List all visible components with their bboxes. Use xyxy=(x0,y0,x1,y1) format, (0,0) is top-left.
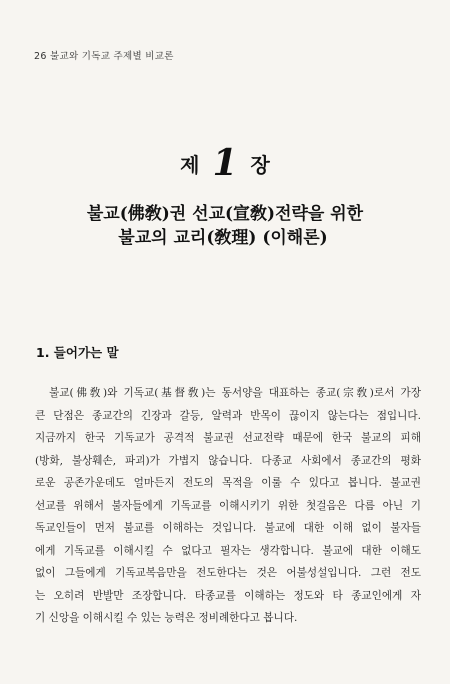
body-line: 큰 단점은 종교간의 긴장과 갈등, 알력과 반목이 끊이지 않는다는 점입니다. xyxy=(35,409,421,422)
body-line: 로운 공존가운데도 얼마든지 전도의 목적을 이룰 수 있다고 봅니다. 불교권 xyxy=(35,477,421,489)
body-line: (방화, 불상훼손, 파괴)가 가볍지 않습니다. 다종교 사회에서 종교간의 평화 xyxy=(35,454,421,467)
body-line: 없이 그들에게 기독교복음만을 전도한다는 것은 어불성설입니다. 그런 전도 xyxy=(35,567,421,579)
body-line: 선교를 위해서 불자들에게 기독교를 이해시키기 위한 첫걸음은 다름 아닌 기 xyxy=(35,499,421,512)
running-header: 26 불교와 기독교 주제별 비교론 xyxy=(34,51,174,62)
chapter-number: 1 xyxy=(212,142,238,184)
body-line: 기 신앙을 이해시킬 수 있는 능력은 정비례한다고 봅니다. xyxy=(35,612,298,624)
body-line: 지금까지 한국 기독교가 공격적 불교권 선교전략 때문에 한국 불교의 피해 xyxy=(35,432,421,444)
section-heading: 1. 들어가는 말 xyxy=(36,345,119,360)
chapter-title-line-2: 불교의 교리(敎理) (이해론) xyxy=(118,228,328,248)
chapter-suffix: 장 xyxy=(250,153,270,177)
chapter-title xyxy=(0,202,450,250)
chapter-title-line-1: 불교(佛敎)권 선교(宣敎)전략을 위한 xyxy=(86,204,364,224)
body-line: 에게 기독교를 이해시킬 수 없다고 필자는 생각합니다. 불교에 대한 이해도 xyxy=(35,544,421,557)
body-line: 독교인들이 먼저 불교를 이해하는 것입니다. 불교에 대한 이해 없이 불자들 xyxy=(35,522,421,534)
chapter-prefix: 제 xyxy=(180,153,200,177)
chapter-heading xyxy=(0,142,450,184)
body-line: 는 오히려 반발만 조장합니다. 타종교를 이해하는 정도와 타 종교인에게 자 xyxy=(35,589,421,602)
body-paragraph xyxy=(35,382,421,630)
body-line: 불교(佛敎)와 기독교(基督敎)는 동서양을 대표하는 종교(宗敎)로서 가장 xyxy=(49,387,421,399)
